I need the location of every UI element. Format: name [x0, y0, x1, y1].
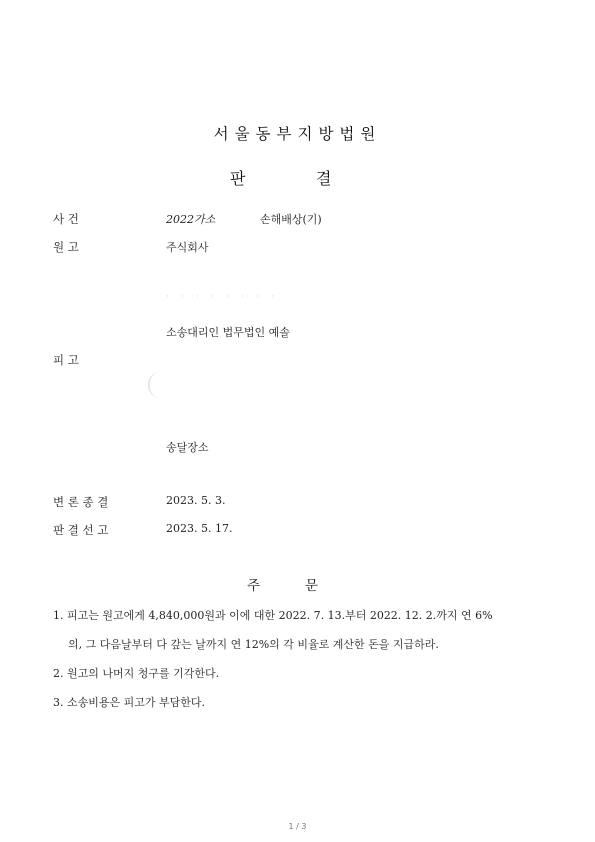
order-item-1-cont: 의, 그 다음날부터 다 갚는 날까지 연 12%의 각 비율로 계산한 돈을 지급하라. — [68, 638, 439, 651]
order-title-left: 주 — [247, 578, 261, 594]
case-number: 2022가소 — [166, 213, 216, 226]
judgment-date-value: 2023. 5. 17. — [166, 522, 233, 535]
scan-smudge — [148, 372, 162, 398]
page-number: 1 / 3 — [288, 822, 307, 831]
doc-title-left: 판 — [230, 169, 246, 188]
order-item-3: 3. 소송비용은 피고가 부담한다. — [53, 696, 205, 709]
plaintiff-name: 주식회사 — [166, 241, 209, 254]
doc-title-right: 결 — [316, 169, 332, 188]
closing-date-value: 2023. 5. 3. — [166, 494, 226, 507]
plaintiff-agent: 소송대리인 법무법인 예솔 — [166, 326, 290, 339]
order-item-1: 1. 피고는 원고에게 4,840,000원과 이에 대한 2022. 7. 13.부터 2022. 12. 2.까지 연 6% — [53, 609, 493, 622]
case-name: 손해배상(기) — [260, 213, 322, 226]
plaintiff-label: 원 고 — [53, 240, 79, 254]
redacted-address: · · · · · · · · · — [166, 292, 295, 301]
court-name: 서울동부지방법원 — [213, 125, 382, 143]
order-item-2: 2. 원고의 나머지 청구를 기각한다. — [53, 667, 220, 680]
case-label: 사 건 — [53, 212, 79, 226]
judgment-date-label: 판 결 선 고 — [53, 523, 109, 537]
closing-date-label: 변 론 종 결 — [53, 495, 109, 509]
defendant-label: 피 고 — [53, 353, 79, 367]
service-place: 송달장소 — [166, 441, 209, 454]
order-title-right: 문 — [305, 578, 319, 594]
